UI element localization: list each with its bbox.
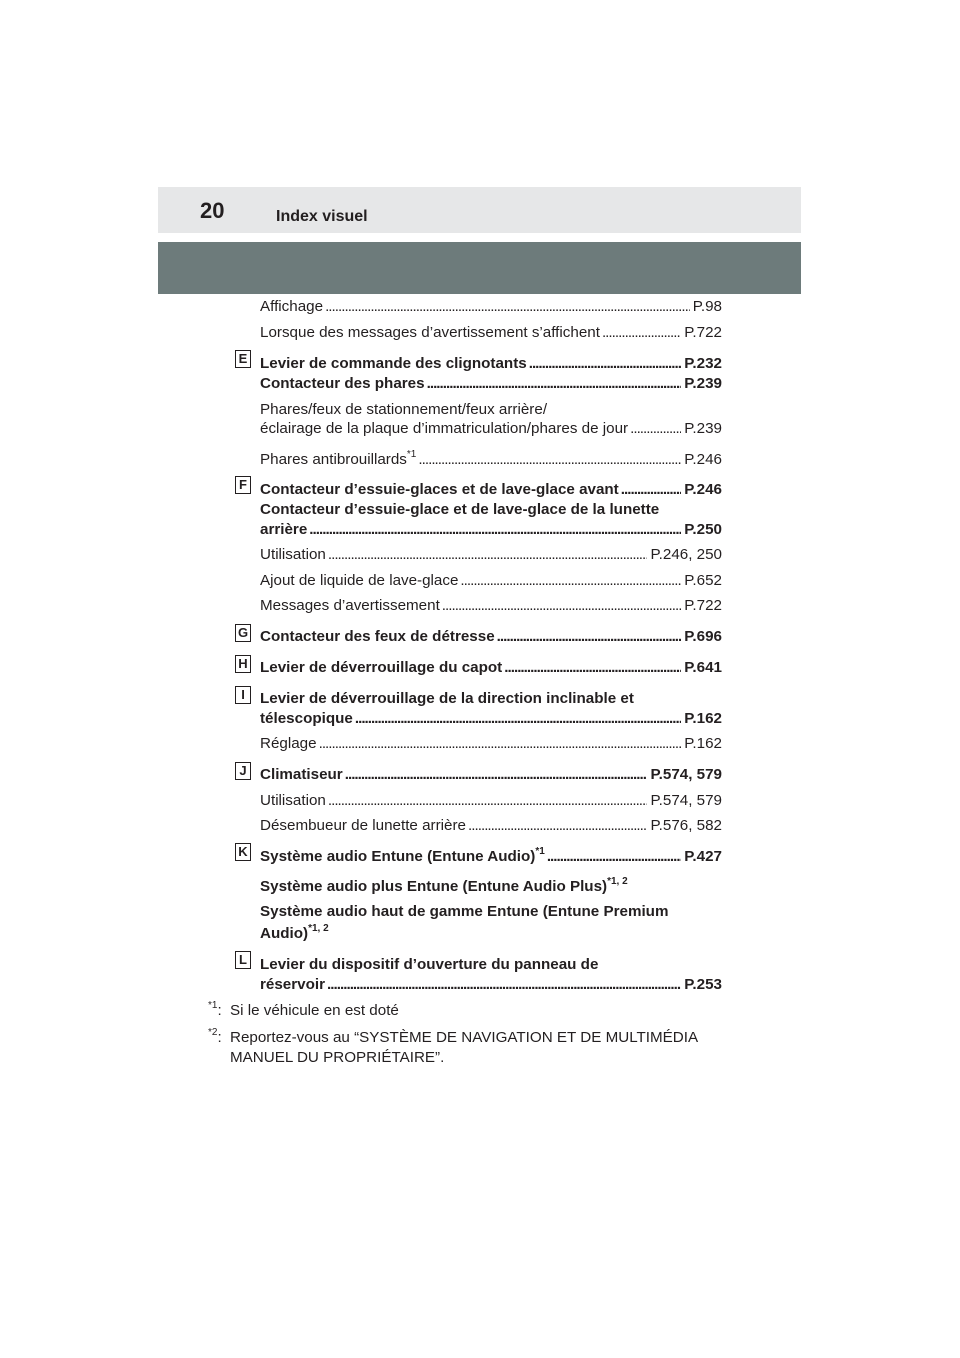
header-bar bbox=[158, 187, 801, 233]
page-ref: P.574, 579 bbox=[650, 766, 722, 783]
entry-utilisation-clim: Utilisation . . . P.574, 579 bbox=[260, 791, 722, 811]
page-ref: P.250 bbox=[684, 521, 722, 538]
entry-messages-avertissement: Messages d’avertissement . . . P.722 bbox=[260, 596, 722, 616]
entry-messages-affichent: Lorsque des messages d’avertissement s’affichent . . . P.722 bbox=[260, 323, 722, 343]
entry-desembueur: Désembueur de lunette arrière . . . P.576, 582 bbox=[260, 816, 722, 836]
entry-phares-feux-line2: éclairage de la plaque d’immatriculation/phares de jour . . . P.239 bbox=[260, 419, 722, 439]
page-ref: P.239 bbox=[684, 375, 722, 392]
footnote-ref: *1 bbox=[535, 846, 545, 857]
entry-essuie-arriere-line2: arrière . . . P.250 bbox=[260, 520, 722, 540]
page-number: 20 bbox=[200, 198, 225, 223]
footnote-ref: *1 bbox=[406, 449, 417, 460]
entry-climatiseur: Climatiseur . . . P.574, 579 bbox=[260, 765, 722, 785]
letter-label-i: I bbox=[235, 686, 251, 704]
letter-label-h: H bbox=[235, 655, 251, 673]
entry-phares: Contacteur des phares . . . P.239 bbox=[260, 374, 722, 394]
page-ref: P.98 bbox=[692, 298, 722, 315]
entry-ajout-liquide: Ajout de liquide de lave-glace . . . P.652 bbox=[260, 571, 722, 591]
entry-audio-premium-line1: Système audio haut de gamme Entune (Entune Premium bbox=[260, 903, 669, 920]
entry-affichage: Affichage . . . P.98 bbox=[260, 297, 722, 317]
page-ref: P.246 bbox=[684, 481, 722, 498]
section-title: Index visuel bbox=[276, 208, 368, 225]
footnote-label: *2 bbox=[208, 1027, 218, 1038]
footnote-label: *1 bbox=[208, 1000, 218, 1011]
letter-label-e: E bbox=[235, 350, 251, 368]
page-ref: P.162 bbox=[684, 710, 722, 727]
page-ref: P.246, 250 bbox=[650, 546, 722, 563]
letter-label-k: K bbox=[235, 843, 251, 861]
entry-detresse: Contacteur des feux de détresse . . . P.696 bbox=[260, 627, 722, 647]
page-ref: P.232 bbox=[684, 355, 722, 372]
entry-reglage: Réglage . . . P.162 bbox=[260, 734, 722, 754]
entry-phares-feux-line1: Phares/feux de stationnement/feux arrière/ bbox=[260, 401, 548, 418]
entry-reservoir-line1: Levier du dispositif d’ouverture du panneau de bbox=[260, 956, 599, 973]
entry-audio-premium-line2: Audio)$^{*1, 2}$ bbox=[260, 923, 329, 942]
entry-reservoir-line2: réservoir . . . P.253 bbox=[260, 975, 722, 995]
page-ref: P.722 bbox=[684, 597, 722, 614]
entry-essuie-avant: Contacteur d’essuie-glaces et de lave-glace avant . . . P.246 bbox=[260, 480, 722, 500]
page-ref: P.696 bbox=[684, 628, 722, 645]
header-band bbox=[158, 242, 801, 294]
page-ref: P.722 bbox=[684, 324, 722, 341]
letter-label-g: G bbox=[235, 624, 251, 642]
page-ref: P.576, 582 bbox=[650, 817, 722, 834]
page-ref: P.652 bbox=[684, 572, 722, 589]
entry-utilisation-essuie: Utilisation . . . P.246, 250 bbox=[260, 545, 722, 565]
footnote-ref: *1, 2 bbox=[607, 876, 628, 887]
letter-label-l: L bbox=[235, 951, 251, 969]
footnote-1: $^{*1}$: Si le véhicule en est doté bbox=[208, 1000, 399, 1019]
letter-label-f: F bbox=[235, 476, 251, 494]
page-ref: P.162 bbox=[684, 735, 722, 752]
entry-antibrouillards: Phares antibrouillards$^{*1}$ . . . P.246 bbox=[260, 450, 722, 470]
entry-audio: Système audio Entune (Entune Audio)$^{*1}$ . . . P.427 bbox=[260, 847, 722, 867]
entry-direction-line2: télescopique . . . P.162 bbox=[260, 709, 722, 729]
entry-audio-plus: Système audio plus Entune (Entune Audio Plus)$^{*1, 2}$ bbox=[260, 876, 628, 895]
page-ref: P.239 bbox=[684, 420, 722, 437]
footnote-2: $^{*2}$: Reportez-vous au “SYSTÈME DE NAVIGATION ET DE MULTIMÉDIA bbox=[208, 1027, 699, 1046]
entry-essuie-arriere-line1: Contacteur d’essuie-glace et de lave-glace de la lunette bbox=[260, 501, 660, 518]
page-ref: P.574, 579 bbox=[650, 792, 722, 809]
entry-capot: Levier de déverrouillage du capot . . . P.641 bbox=[260, 658, 722, 678]
footnote-ref: *1, 2 bbox=[308, 923, 329, 934]
entry-direction-line1: Levier de déverrouillage de la direction inclinable et bbox=[260, 690, 634, 707]
page-ref: P.253 bbox=[684, 976, 722, 993]
page-ref: P.427 bbox=[684, 848, 722, 865]
page-ref: P.641 bbox=[684, 659, 722, 676]
page-ref: P.246 bbox=[684, 451, 722, 468]
letter-label-j: J bbox=[235, 762, 251, 780]
entry-clignotants: Levier de commande des clignotants . . . P.232 bbox=[260, 354, 722, 374]
footnote-2-line2: MANUEL DU PROPRIÉTAIRE”. bbox=[230, 1049, 445, 1066]
